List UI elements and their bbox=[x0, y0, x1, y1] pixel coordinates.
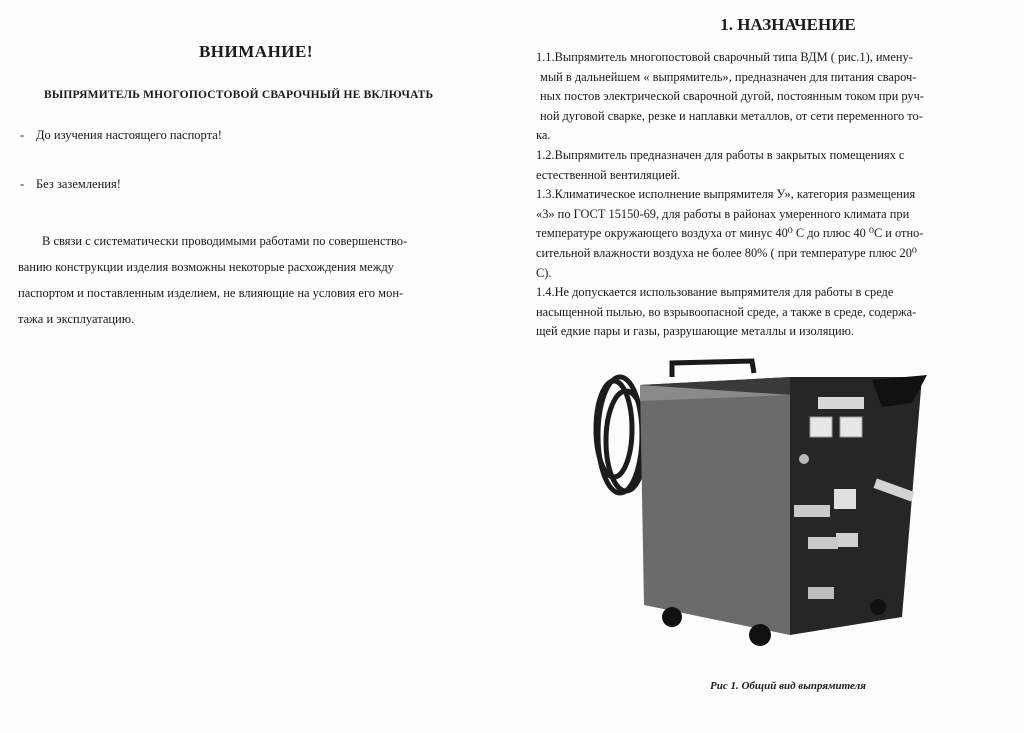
meter-right bbox=[840, 417, 862, 437]
bullet-item bbox=[20, 128, 222, 143]
body-line: С). bbox=[536, 265, 552, 280]
side-panel bbox=[640, 377, 790, 635]
body-line: температуре окружающего воздуха от минус 40⁰ С до плюс 40 ⁰С и отно- bbox=[536, 226, 924, 241]
bullet-item bbox=[20, 177, 121, 192]
warning-title: ВНИМАНИЕ! bbox=[198, 42, 314, 61]
rectifier-photo bbox=[582, 355, 942, 660]
body-line: ной дуговой сварке, резке и наплавки металлов, от сети переменного то- bbox=[540, 108, 923, 123]
meter-left bbox=[810, 417, 832, 437]
body-line: насыщенной пылью, во взрывоопасной среде, а также в среде, содержа- bbox=[536, 304, 917, 319]
knob bbox=[799, 454, 809, 464]
body-line: щей едкие пары и газы, разрушающие металлы и изоляцию. bbox=[536, 324, 855, 339]
section-body bbox=[536, 48, 1006, 342]
body-line: ка. bbox=[536, 128, 551, 143]
note-paragraph bbox=[18, 228, 458, 332]
note-line: В связи с систематически проводимыми работами по совершенство- bbox=[42, 234, 408, 248]
bullet-text: Без заземления! bbox=[36, 177, 121, 191]
body-line: 1.3.Климатическое исполнение выпрямителя У», категория размещения bbox=[536, 187, 916, 202]
body-line: 1.1.Выпрямитель многопостовой сварочный типа ВДМ ( рис.1), имену- bbox=[536, 50, 913, 64]
cable-coil bbox=[596, 377, 646, 493]
top-handle bbox=[672, 361, 754, 377]
terminal-clamp bbox=[794, 505, 830, 517]
body-line: 1.4.Не допускается использование выпрямителя для работы в среде bbox=[536, 285, 894, 300]
body-line: мый в дальнейшем « выпрямитель», предназначен для питания свароч- bbox=[540, 69, 917, 84]
name-plate bbox=[818, 397, 864, 409]
body-line: естественной вентиляцией. bbox=[536, 167, 681, 182]
bullet-dash: - bbox=[20, 128, 25, 142]
figure-caption: Рис 1. Общий вид выпрямителя bbox=[710, 680, 866, 692]
body-line: ных постов электрической сварочной дугой, постоянным током при руч- bbox=[540, 89, 924, 104]
section-title: 1. НАЗНАЧЕНИЕ bbox=[720, 15, 856, 34]
body-line: «3» по ГОСТ 15150-69, для работы в районах умеренного климата при bbox=[536, 206, 910, 221]
body-line: сительной влажности воздуха не более 80% ( при температуре плюс 20⁰ bbox=[536, 245, 917, 260]
warning-subtitle: ВЫПРЯМИТЕЛЬ МНОГОПОСТОВОЙ СВАРОЧНЫЙ НЕ ВКЛЮЧАТЬ bbox=[44, 89, 434, 101]
bullet-text: До изучения настоящего паспорта! bbox=[36, 128, 222, 142]
note-line: ванию конструкции изделия возможны некоторые расхождения между bbox=[18, 260, 394, 274]
bullet-dash: - bbox=[20, 177, 25, 191]
terminal-clamp bbox=[808, 537, 838, 549]
note-line: паспортом и поставленным изделием, не влияющие на условия его мон- bbox=[18, 286, 404, 300]
note-line: тажа и эксплуатацию. bbox=[18, 312, 135, 326]
body-line: 1.2.Выпрямитель предназначен для работы в закрытых помещениях с bbox=[536, 147, 905, 162]
